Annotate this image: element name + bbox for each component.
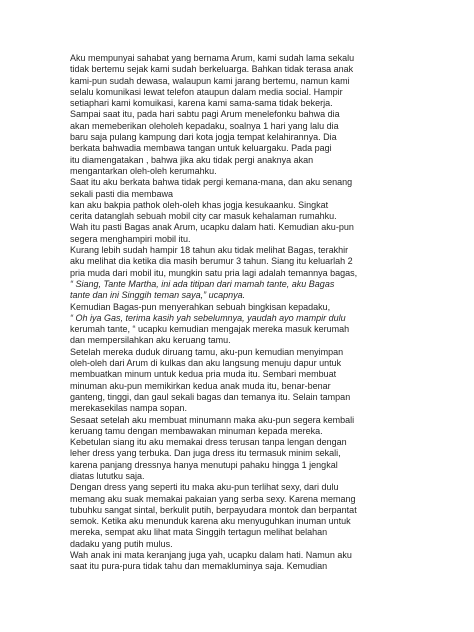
- text-line: semok. Ketika aku menunduk karena aku menyuguhkan inuman untuk: [70, 516, 351, 527]
- text-line: Aku mempunyai sahabat yang bernama Arum, kami sudah lama sekalu: [70, 53, 355, 63]
- text-line: “ Oh iya Gas, terima kasih yah sebelumnya, yaudah ayo mampir dulu: [70, 312, 346, 323]
- text-line: Setelah mereka duduk diruang tamu, aku-pun kemudian menyimpan: [70, 346, 344, 357]
- document-page: [70, 53, 422, 573]
- text-line: “ Siang, Tante Martha, ini ada titipan dari mamah tante, aku Bagas: [70, 278, 335, 289]
- text-line: Dengan dress yang seperti itu maka aku-pun terlihat sexy, dari dulu: [70, 482, 339, 493]
- text-line: merekasekilas nampa sopan.: [70, 403, 188, 414]
- text-line: kami-pun sudah dewasa, walaupun kami jarang bertemu, namun kami: [70, 75, 350, 86]
- text-line: setiaphari kami komuikasi, karena kami sama-sama tidak bekerja.: [70, 98, 333, 109]
- text-line: saat itu pura-pura tidak tahu dan memakluminya saja. Kemudian: [70, 561, 328, 572]
- text-line: Sampai saat itu, pada hari sabtu pagi Arum menelefonku bahwa dia: [70, 109, 340, 120]
- text-line: tidak bertemu sejak kami sudah berkeluarga. Bahkan tidak terasa anak: [70, 64, 354, 75]
- text-line: selalu komunikasi lewat telefon ataupun dalam media social. Hampir: [70, 86, 343, 97]
- text-line: kerumah tante, “ ucapku kemudian mengajak mereka masuk kerumah: [70, 324, 350, 335]
- text-line: itu diamengatakan , bahwa jika aku tidak pergi anaknya akan: [70, 154, 314, 165]
- text-line: leher dress yang terbuka. Dan juga dress itu termasuk minim sekali,: [70, 448, 341, 459]
- text-line: berkata bahwadia membawa tangan untuk keluargaku. Pada pagi: [70, 143, 332, 154]
- text-line: dan mempersilahkan aku keruang tamu.: [70, 335, 231, 346]
- text-line: segera menghampiri mobil itu.: [70, 233, 191, 244]
- text-line: Wah anak ini mata keranjang juga yah, ucapku dalam hati. Namun aku: [70, 550, 352, 561]
- text-line: dadaku yang putih mulus.: [70, 538, 173, 549]
- text-line: baru saja pulang kampung dari kota jogja tempat kelahirannya. Dia: [70, 132, 337, 143]
- text-line: sekali pasti dia membawa: [70, 188, 174, 199]
- text-line: ganteng, tinggi, dan gaul sekali bagas dan temanya itu. Selain tampan: [70, 391, 351, 402]
- text-line: minuman aku-pun memikirkan kedua anak muda itu, benar-benar: [70, 380, 331, 391]
- text-line: mengantarkan oleh-oleh kerumahku.: [70, 165, 217, 176]
- text-line: memang aku suak memakai pakaian yang serba sexy. Karena memang: [70, 493, 356, 504]
- text-line: kan aku bakpia pathok oleh-oleh khas jogja kesukaanku. Singkat: [70, 199, 329, 210]
- text-line: karena panjang dressnya hanya menutupi pahaku hingga 1 jengkal: [70, 459, 338, 470]
- text-line: tubuhku sangat sintal, berkulit putih, berpayudara montok dan berpantat: [70, 504, 357, 515]
- text-line: keruang tamu dengan membawakan minuman kepada mereka.: [70, 425, 323, 436]
- text-line: Kemudian Bagas-pun menyerahkan sebuah bingkisan kepadaku,: [70, 301, 331, 312]
- text-line: membuatkan minum untuk kedua pria muda itu. Sembari membuat: [70, 369, 337, 380]
- text-line: akan memeberikan oleholeh kepadaku, soalnya 1 hari yang lalu dia: [70, 120, 339, 131]
- text-line: Wah itu pasti Bagas anak Arum, ucapku dalam hati. Kemudian aku-pun: [70, 222, 354, 233]
- text-line: tante dan ini Singgih teman saya,” ucapnya.: [70, 290, 246, 301]
- text-line: diatas lututku saja.: [70, 470, 145, 481]
- text-line: Sesaat setelah aku membuat minumann maka aku-pun segera kembali: [70, 414, 355, 425]
- text-line: mereka, sempat aku lihat mata Singgih tertagun melihat belahan: [70, 527, 328, 538]
- text-line: Kurang lebih sudah hampir 18 tahun aku tidak melihat Bagas, terakhir: [70, 245, 349, 256]
- text-line: oleh-oleh dari Arum di kulkas dan aku langsung menuju dapur untuk: [70, 358, 342, 369]
- text-line: aku melihat dia ketika dia masih berumur 3 tahun. Siang itu keluarlah 2: [70, 256, 353, 267]
- text-line: pria muda dari mobil itu, mungkin satu pria lagi adalah temannya bagas,: [70, 267, 358, 278]
- text-line: Saat itu aku berkata bahwa tidak pergi kemana-mana, dan aku senang: [70, 177, 353, 188]
- text-line: Kebetulan siang itu aku memakai dress terusan tanpa lengan dengan: [70, 437, 347, 448]
- text-line: cerita datanglah sebuah mobil city car masuk kehalaman rumahku.: [70, 211, 337, 222]
